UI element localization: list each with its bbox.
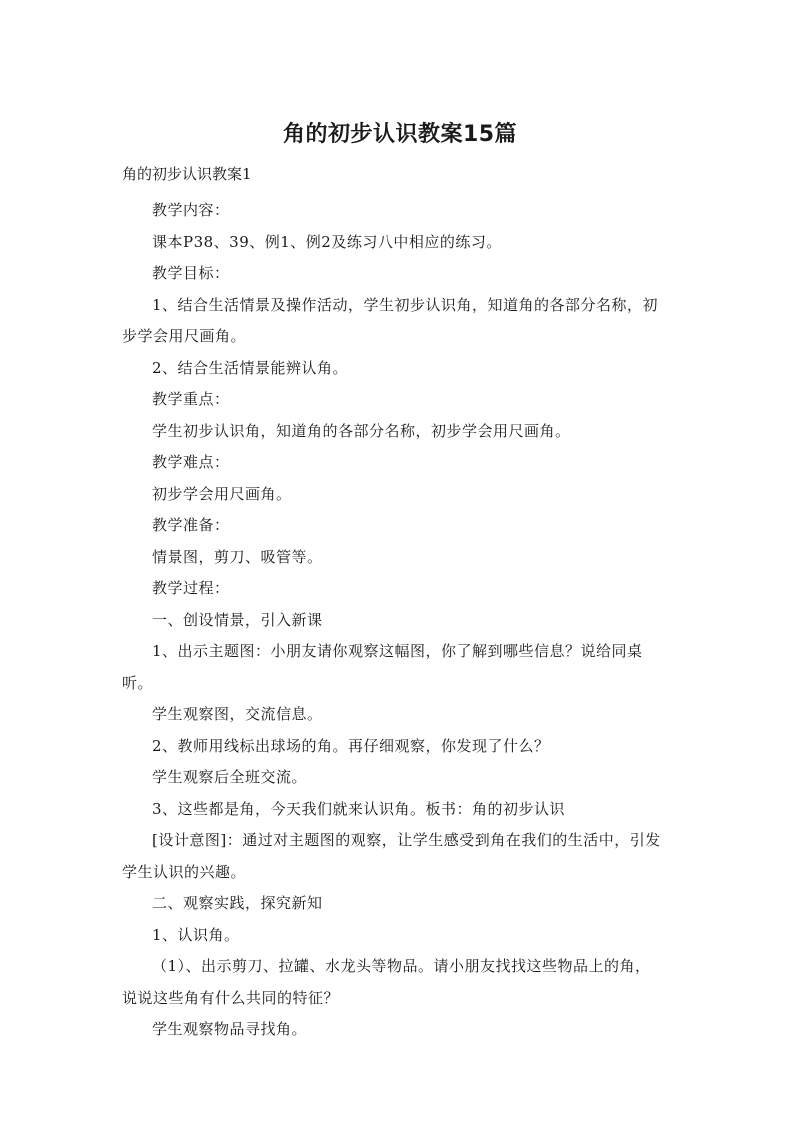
paragraph: 1、结合生活情景及操作活动，学生初步认识角，知道角的各部分名称，初步学会用尺画角。 <box>122 295 659 345</box>
paragraph: 教学重点： <box>152 390 230 408</box>
paragraph: 1、认识角。 <box>152 925 240 944</box>
paragraph: 教学内容： <box>152 201 230 219</box>
paragraph: 学生观察图，交流信息。 <box>152 705 323 723</box>
paragraph: 2、教师用线标出球场的角。再仔细观察，你发现了什么？ <box>152 736 550 755</box>
paragraph: 教学难点： <box>152 453 230 471</box>
paragraph: 一、创设情景，引入新课 <box>152 610 323 629</box>
paragraph: 学生观察物品寻找角。 <box>152 1020 308 1038</box>
paragraph: [设计意图]：通过对主题图的观察，让学生感受到角在我们的生活中，引发学生认识的兴趣。 <box>122 831 661 881</box>
paragraph: 1、出示主题图：小朋友请你观察这幅图，你了解到哪些信息？说给同桌听。 <box>122 642 643 692</box>
document-body <box>122 195 662 1046</box>
paragraph: 教学过程： <box>152 579 230 597</box>
document-title: 角的初步认识教案15篇 <box>282 122 518 147</box>
lesson-plan-heading: 角的初步认识教案1 <box>122 165 252 183</box>
paragraph: 初步学会用尺画角。 <box>152 484 292 503</box>
paragraph: 教学准备： <box>152 516 230 534</box>
paragraph: 3、这些都是角，今天我们就来认识角。板书：角的初步认识 <box>152 799 566 818</box>
paragraph: 课本P38、39、例1、例2及练习八中相应的练习。 <box>152 232 502 251</box>
paragraph: 学生观察后全班交流。 <box>152 768 308 786</box>
paragraph: 学生初步认识角，知道角的各部分名称，初步学会用尺画角。 <box>152 421 571 440</box>
paragraph: 2、结合生活情景能辨认角。 <box>152 358 349 377</box>
paragraph: 教学目标： <box>152 264 230 282</box>
paragraph: （1）、出示剪刀、拉罐、水龙头等物品。请小朋友找找这些物品上的角，说说这些角有什么共同的特征？ <box>122 957 651 1007</box>
paragraph: 情景图，剪刀、吸管等。 <box>152 547 323 566</box>
paragraph: 二、观察实践，探究新知 <box>152 894 323 912</box>
